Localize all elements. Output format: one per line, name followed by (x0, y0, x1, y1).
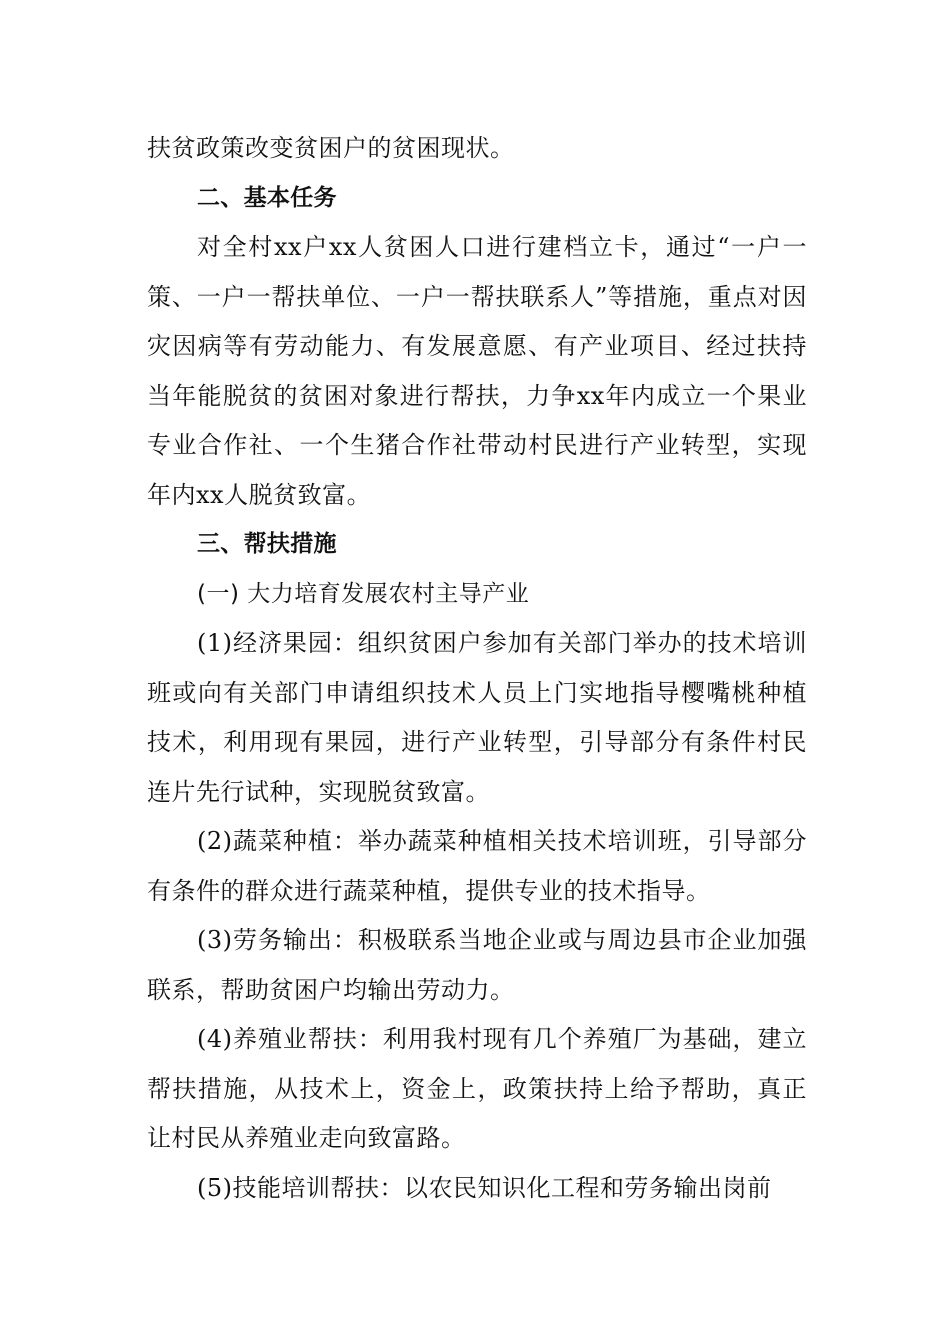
paragraph-breeding: (4)养殖业帮扶：利用我村现有几个养殖厂为基础，建立帮扶措施，从技术上，资金上，政策扶持上给予帮助，真正让村民从养殖业走向致富路。 (147, 1025, 807, 1152)
paragraph-basic-tasks: 对全村xx户xx人贫困人口进行建档立卡，通过“一户一策、一户一帮扶单位、一户一帮扶联系人”等措施，重点对因灾因病等有劳动能力、有发展意愿、有产业项目、经过扶持当年能脱贫的贫困对象进行帮扶，力争xx年内成立一个果业专业合作社、一个生猪合作社带动村民进行产业转型，实现年内xx人脱贫致富。 (147, 233, 807, 509)
section-heading-assistance-measures: 三、帮扶措施 (197, 531, 337, 557)
paragraph-labor-export: (3)劳务输出：积极联系当地企业或与周边县市企业加强联系，帮助贫困户均输出劳动力。 (147, 926, 807, 1004)
paragraph-orchard: (1)经济果园：组织贫困户参加有关部门举办的技术培训班或向有关部门申请组织技术人员上门实地指导樱嘴桃种植技术，利用现有果园，进行产业转型，引导部分有条件村民连片先行试种，实现脱贫致富。 (147, 629, 807, 806)
section-heading-basic-tasks: 二、基本任务 (197, 184, 337, 211)
document-body (147, 124, 807, 1213)
paragraph-vegetables: (2)蔬菜种植：举办蔬菜种植相关技术培训班，引导部分有条件的群众进行蔬菜种植，提供专业的技术指导。 (147, 827, 807, 905)
subsection-heading-industry: (一) 大力培育发展农村主导产业 (197, 580, 530, 607)
paragraph-continuation: 扶贫政策改变贫困户的贫困现状。 (147, 134, 515, 162)
paragraph-skills-training: (5)技能培训帮扶：以农民知识化工程和劳务输出岗前 (197, 1173, 772, 1202)
